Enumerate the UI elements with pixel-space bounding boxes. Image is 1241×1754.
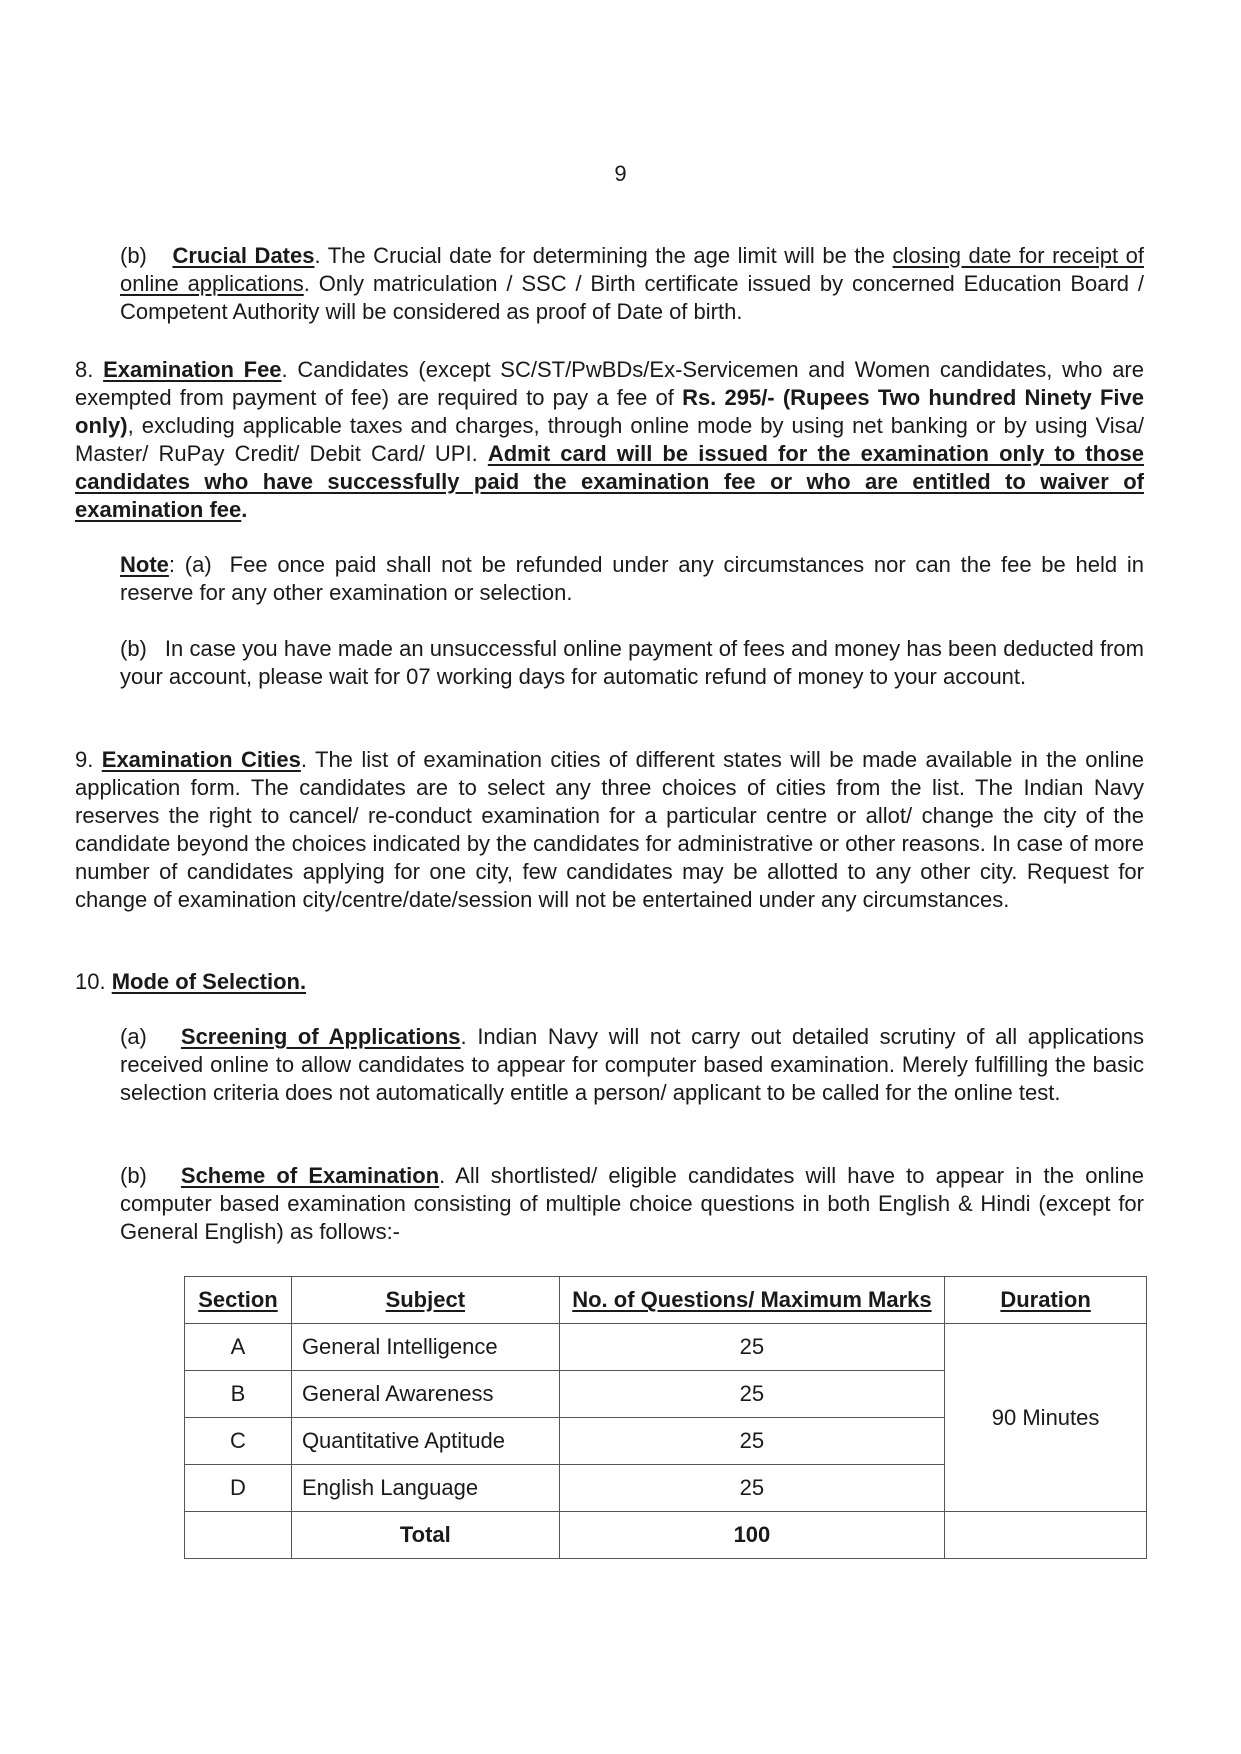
- cell-empty: [185, 1512, 292, 1559]
- section-number: 9.: [75, 747, 94, 772]
- closing-date-underlined: closing date for receipt of online applications: [120, 243, 1144, 296]
- crucial-dates-paragraph: [120, 242, 1144, 326]
- note-a-paragraph: Note: (a) Fee once paid shall not be refunded under any circumstances nor can the fee be held in reserve for any other examination or selection.: [120, 552, 1145, 605]
- cell-marks: 25: [559, 1324, 945, 1371]
- crucial-dates-heading: Crucial Dates: [172, 243, 315, 268]
- paragraph-text: , excluding applicable taxes and charges, through online mode by using net banking or by using Visa/ Master/ RuPay Credit/ Debit Card/ UPI.: [75, 413, 1144, 466]
- paragraph-text: In case you have made an unsuccessful online payment of fees and money has been deducted from your account, please wait for 07 working days for automatic refund of money to your account.: [120, 636, 1144, 689]
- item-label: (b): [120, 1163, 147, 1188]
- cell-subject: Quantitative Aptitude: [291, 1418, 559, 1465]
- scheme-paragraph: [120, 1162, 1144, 1246]
- paragraph-text: . Indian Navy will not carry out detailed scrutiny of all applications received online to allow candidates to appear for computer based examination. Merely fulfilling the basic selection criteria does not automatically entitle a person/ applicant to be called for the online test.: [120, 1024, 1144, 1105]
- item-label: (b): [120, 636, 147, 661]
- cell-marks: 25: [559, 1465, 945, 1512]
- cell-subject: General Awareness: [291, 1371, 559, 1418]
- mode-of-selection-heading: Mode of Selection.: [111, 969, 307, 994]
- header-section: Section: [185, 1277, 292, 1324]
- header-duration: Duration: [945, 1277, 1147, 1324]
- exam-fee-heading: Examination Fee: [103, 357, 282, 382]
- exam-scheme-table: [184, 1276, 1147, 1559]
- table-total-row: [185, 1512, 1147, 1559]
- cell-section: B: [185, 1371, 292, 1418]
- fee-amount: Rs. 295/- (Rupees Two hundred Ninety Five only): [75, 385, 1144, 438]
- mode-of-selection-heading-line: [75, 968, 1144, 996]
- cell-marks: 25: [559, 1418, 945, 1465]
- section-number: 8.: [75, 357, 94, 382]
- paragraph-text: . All shortlisted/ eligible candidates will have to appear in the online computer based examination consisting of multiple choice questions in both English & Hindi (except for General English) as follows:-: [120, 1163, 1144, 1244]
- screening-heading: Screening of Applications: [180, 1024, 461, 1049]
- item-label: (a): [184, 552, 212, 577]
- paragraph-text: . The Crucial date for determining the age limit will be the: [314, 243, 893, 268]
- scheme-heading: Scheme of Examination: [180, 1163, 440, 1188]
- exam-cities-paragraph: [75, 746, 1144, 914]
- cell-marks: 25: [559, 1371, 945, 1418]
- paragraph-text: . The list of examination cities of different states will be made available in the online application form. The candidates are to select any three choices of cities from the list. The Indian Navy reserves the right to cancel/ re-conduct examination for a particular centre or allot/ change the city of the candidate beyond the choices indicated by the candidates for administrative or other reasons. In case of more number of candidates applying for one city, few candidates may be allotted to any other city. Request for change of examination city/centre/date/session will not be entertained under any circumstances.: [75, 747, 1144, 912]
- table-row: [185, 1324, 1147, 1371]
- cell-section: D: [185, 1465, 292, 1512]
- section-number: 10.: [75, 969, 106, 994]
- header-marks: No. of Questions/ Maximum Marks: [559, 1277, 945, 1324]
- paragraph-text: .: [241, 497, 248, 522]
- note-b-paragraph: [120, 635, 1144, 691]
- paragraph-text: . Only matriculation / SSC / Birth certificate issued by concerned Education Board / Competent Authority will be considered as proof of Date of birth.: [120, 271, 1144, 324]
- cell-subject: General Intelligence: [291, 1324, 559, 1371]
- item-label: (b): [120, 243, 147, 268]
- note-label: Note: [120, 552, 169, 577]
- paragraph-text: Fee once paid shall not be refunded under any circumstances nor can the fee be held in reserve for any other examination or selection.: [120, 552, 1145, 605]
- cell-duration: 90 Minutes: [945, 1324, 1147, 1512]
- admit-card-notice: Admit card will be issued for the examination only to those candidates who have successfully paid the examination fee or who are entitled to waiver of examination fee: [75, 441, 1144, 522]
- table-header-row: [185, 1277, 1147, 1324]
- cell-section: A: [185, 1324, 292, 1371]
- paragraph-text: . Candidates (except SC/ST/PwBDs/Ex-Servicemen and Women candidates, who are exempted from payment of fee) are required to pay a fee of: [75, 357, 1144, 410]
- screening-paragraph: [120, 1023, 1144, 1107]
- exam-fee-paragraph: [75, 356, 1144, 524]
- page-number: 9: [614, 161, 627, 186]
- cell-empty: [945, 1512, 1147, 1559]
- exam-cities-heading: Examination Cities: [101, 747, 301, 772]
- item-label: (a): [120, 1024, 147, 1049]
- cell-total-label: Total: [291, 1512, 559, 1559]
- header-subject: Subject: [291, 1277, 559, 1324]
- cell-subject: English Language: [291, 1465, 559, 1512]
- cell-section: C: [185, 1418, 292, 1465]
- cell-total-marks: 100: [559, 1512, 945, 1559]
